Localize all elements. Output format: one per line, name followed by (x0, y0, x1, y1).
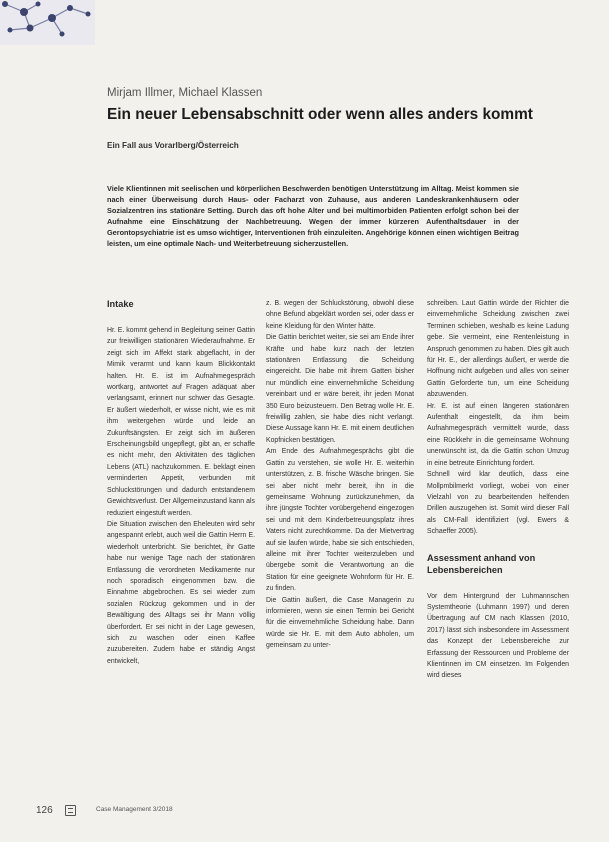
article-subtitle: Ein Fall aus Vorarlberg/Österreich (107, 141, 239, 150)
page-number: 126 (36, 805, 53, 816)
journal-name: Case Management 3/2018 (96, 806, 173, 813)
column-1 (107, 298, 255, 667)
column-3 (427, 298, 569, 682)
paragraph: Vor dem Hintergrund der Luhmannschen Systemtheorie (Luhmann 1997) und deren Übertragung auf CM nach Klassen (2010, 2017) lässt sich insbesondere im Assessment das Konzept der Lebensbereiche zur Erfassung der Ressourcen und Probleme der Klientinnen im CM einsetzen. Im Folgenden wird dieses (427, 592, 569, 680)
paragraph: Die Situation zwischen den Eheleuten wird sehr angespannt erlebt, auch weil die Gattin Herrn E. wiederholt unterbricht. Sie berichtet, ihr Gatte habe nur wenige Tage nach der stationären Entlassung die verordneten Medikamente nur noch sporadisch eingenommen bzw. die Einnahme abgebrochen. Es sei wieder zum sozialen Rückzug gekommen und in der Bewältigung des Alltags sei ihr Mann völlig überfordert. Er sei nicht in der Lage gewesen, sich zu waschen oder einen Kaffee zuzubereiten. Zudem habe er ständig Angst entwickelt, (107, 520, 255, 665)
paragraph: Schnell wird klar deutlich, dass eine Mollpmbilmerkt vorliegt, wobei von einer Vielzahl von zu bearbeitenden helfenden Drillen auszugehen ist. Somit wird dieser Fall als CM-Fall identifiziert (vgl. Ewers & Schaeffer 2005). (427, 471, 569, 536)
paragraph: Die Gattin äußert, die Case Managerin zu informieren, wenn sie einen Termin bei Gericht für die einvernehmliche Scheidung habe. Dann würde sie Hr. E. mit dem Auto abholen, um gemeinsam zu unter- (266, 596, 414, 650)
article-title: Ein neuer Lebensabschnitt oder wenn alles anders kommt (107, 106, 533, 123)
section-heading-intake: Intake (107, 299, 134, 309)
paragraph: Hr. E. kommt gehend in Begleitung seiner Gattin zur freiwilligen stationären Wiederaufnahme. Er zeigt sich im Affekt stark abgeflacht, in der Mimik verarmt und kann kaum Blickkontakt halten. Hr. E. ist im Aufnahmegespräch wortkarg, antwortet auf Fragen adäquat aber verlangsamt, erinnert nur schwer das Gesagte. Er äußert wiederholt, er wisse nicht, wie es mit ihm weitergehen würde und leide an Zukunftsängsten. Er zeigt sich im äußeren Erscheinungsbild ungepflegt, gibt an, er schaffe es nicht mehr, den Aktivitäten des täglichen Lebens (ATL) nachzukommen. E. beklagt einen verminderten Appetit, verbunden mit Schluckstörungen und dadurch entstandenem Gewichtsverlust. Der Allgemeinzustand kann als reduziert eingestuft werden. (107, 327, 255, 517)
paragraph: z. B. wegen der Schluckstörung, obwohl diese ohne Befund abgeklärt worden sei, oder dass er keine Kleidung für den Winter hätte. (266, 300, 414, 330)
abstract: Viele Klientinnen mit seelischen und körperlichen Beschwerden benötigen Unterstützung im Alltag. Meist kommen sie nach einer Überweisung durch Haus- oder Facharzt von Zuhause, aus anderen Landeskrankenhäusern oder Sozialzentren ins stationäre Setting. Durch das oft hohe Alter und bei multimorbiden Patienten erfolgt schon bei der Aufnahme eine Einschätzung der Nachbetreuung. Wegen der immer kürzeren Aufenthaltsdauer in der Gerontopsychiatrie ist es umso wichtiger, Interventionen früh einzuleiten. Angehörige können einen wichtigen Beitrag leisten, um eine optimale Nach- und Weiterbetreuung sicherzustellen. (107, 184, 519, 249)
paragraph: Hr. E. ist auf einen längeren stationären Aufenthalt eingestellt, da ihm beim Aufnahmegespräch vermittelt wurde, dass eine Rückkehr in die gemeinsame Wohnung unerwünscht ist, da die Gattin schon Umzug in eine betreute Einrichtung fordert. (427, 402, 569, 467)
molecule-network-icon (0, 0, 95, 45)
section-heading-assessment: Assessment anhand von Lebensbereichen (427, 552, 536, 575)
journal-logo-icon (65, 805, 76, 816)
column-2 (266, 298, 414, 652)
paragraph: Die Gattin berichtet weiter, sie sei am Ende ihrer Kräfte und habe kurz nach der letzten stationären Entlassung die Scheidung eingereicht. Die habe mit ihrem Gatten bisher nur mündlich eine einvernehmliche Scheidung vereinbart und er wäre bereit, ihr jeden Monat 350 Euro beizusteuern. Den Betrag wolle Hr. E. freiwillig zahlen, sie habe dies nicht verlangt. Diese Aussage kann Hr. E. mit einem deutlichen Kopfnicken bestätigen. (266, 334, 414, 444)
paragraph: Am Ende des Aufnahmegesprächs gibt die Gattin zu verstehen, sie wolle Hr. E. weiterhin unterstützen, z. B. frische Wäsche bringen. Sie sei aber nicht mehr bereit, ihn in die gemeinsame Wohnung zurückzunehmen, da ihre jüngste Tochter vorübergehend eingezogen sei und mit dem Kinderbetreuungsplatz ihres Vaters nicht zurechtkomme. Da der Mietvertrag auf sie laufen würde, habe sie sich entschieden, alleine mit ihrer Tochter weiterzuleben und übergebe somit die Verantwortung an die Station für eine geeignete Wohnform für Hr. E. zu finden. (266, 448, 414, 593)
paragraph: schreiben. Laut Gattin würde der Richter die einvernehmliche Scheidung zwischen zwei Terminen schieben, weshalb es keine Ladung gebe. Sie vermeint, eine Rentenleistung in Anspruch genommen zu haben. Dies gilt auch für Hr. E., der allerdings äußert, er werde die Hoffnung nicht aufgeben und alles von seiner Gattin Geforderte tun, um eine Scheidung abzuwenden. (427, 300, 569, 399)
authors: Mirjam Illmer, Michael Klassen (107, 87, 263, 99)
page-footer (36, 805, 336, 819)
